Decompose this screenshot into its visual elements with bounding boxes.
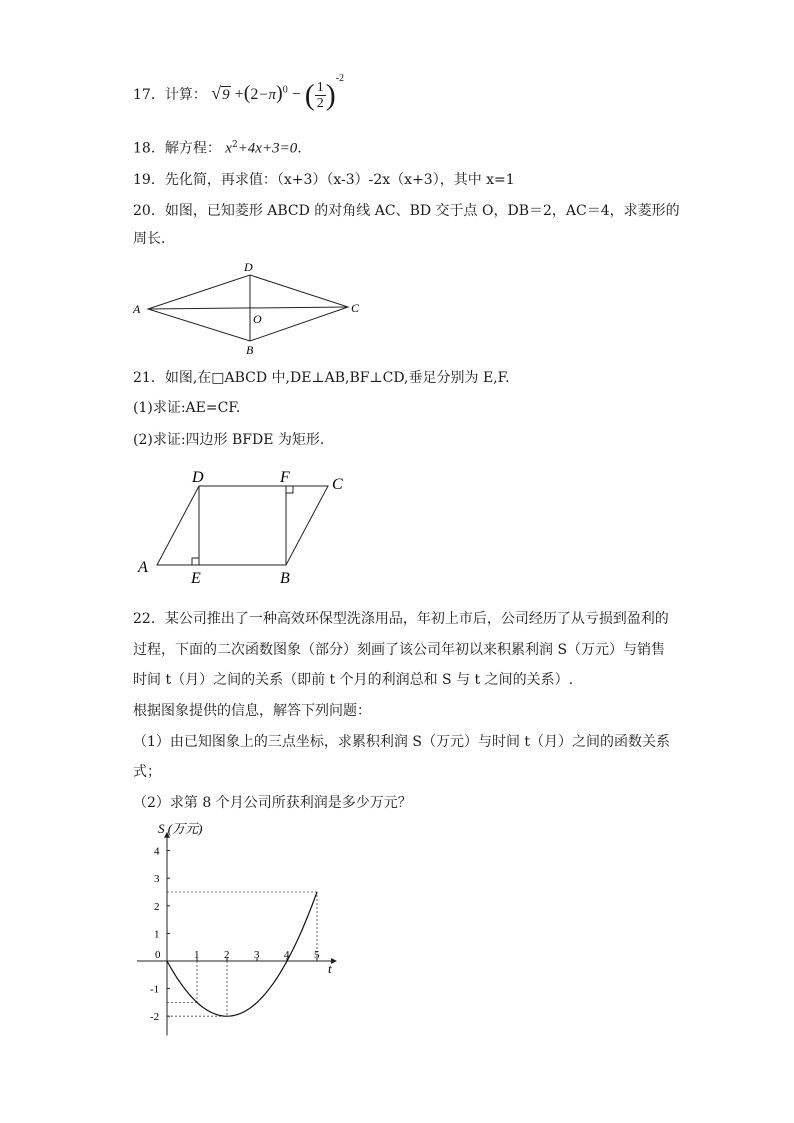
label-b: B <box>280 570 290 587</box>
q22-part2: （2）求第 8 个月公司所获利润是多少万元？ <box>133 795 412 811</box>
y-tick-label: 4 <box>154 845 160 858</box>
q22-line2: 过程，下面的二次函数图象（部分）刻画了该公司年初以来积累利润 S（万元）与销售 <box>133 642 666 658</box>
q17-label: 17．计算： <box>133 87 207 104</box>
diagonal-ac <box>148 307 348 309</box>
sqrt-sign: √ <box>211 83 222 104</box>
label-c: C <box>351 301 360 315</box>
label-b: B <box>246 343 254 356</box>
y-tick-label: -1 <box>150 983 160 996</box>
minus-pi: −π <box>258 87 277 104</box>
q17 <box>133 72 345 112</box>
minus-sign: − <box>291 86 301 104</box>
fraction-numerator: 1 <box>316 80 324 95</box>
q18-rest: +4x+3=0 <box>237 140 298 157</box>
x-axis-label: t <box>328 961 332 976</box>
label-o: O <box>253 312 262 326</box>
right-angle-f <box>286 486 293 493</box>
big-paren-open: ( <box>304 78 315 112</box>
q22-line3: 时间 t（月）之间的关系（即前 t 个月的利润总和 S 与 t 之间的关系）. <box>133 672 574 688</box>
q22-part1-b: 式； <box>133 764 161 780</box>
label-a: A <box>133 302 141 316</box>
profit-chart <box>126 817 356 1047</box>
y-tick-label: -2 <box>150 1011 160 1024</box>
q18-end: . <box>297 140 302 157</box>
label-d: D <box>192 469 204 486</box>
fraction-denominator: 2 <box>316 96 324 111</box>
q22-part1-a: （1）由已知图象上的三点坐标，求累积利润 S（万元）与时间 t（月）之间的函数关系 <box>133 734 671 750</box>
exponent-zero: 0 <box>282 84 288 96</box>
q21-part2: (2)求证:四边形 BFDE 为矩形. <box>133 432 325 448</box>
fraction <box>315 80 326 111</box>
x-tick-label: 3 <box>254 949 260 961</box>
q21-line1: 21．如图,在□ABCD 中,DE⊥AB,BF⊥CD,垂足分别为 E,F. <box>133 370 510 386</box>
big-paren-close: ) <box>325 78 336 112</box>
right-angle-e <box>192 558 199 565</box>
label-a: A <box>138 559 148 576</box>
q17-expression <box>211 72 345 112</box>
two: 2 <box>250 86 259 104</box>
y-tick-label: 2 <box>154 900 160 913</box>
paren-open: ( <box>243 82 251 105</box>
sqrt-radicand: 9 <box>222 87 230 104</box>
label-f: F <box>280 469 290 486</box>
q18-x: x <box>225 140 232 157</box>
exponent-neg2: -2 <box>335 72 345 84</box>
parallelogram-figure <box>132 464 372 588</box>
q18 <box>133 135 302 159</box>
x-tick-label: 2 <box>224 949 230 961</box>
y-axis-label: S (万元) <box>158 821 203 836</box>
q20-line1: 20．如图，已知菱形 ABCD 的对角线 AC、BD 交于点 O，DB＝2，AC＝4，求菱形的 <box>133 203 680 219</box>
label-d: D <box>244 260 253 274</box>
q19: 19．先化简，再求值：（x+3）（x-3）-2x（x+3），其中 x=1 <box>133 172 515 188</box>
paren-close: ) <box>276 82 283 105</box>
origin-label: 0 <box>155 949 161 961</box>
q18-exp: 2 <box>231 140 238 150</box>
y-tick-label: 3 <box>154 873 160 886</box>
x-tick-label: 5 <box>314 949 320 961</box>
parallelogram-outline <box>157 486 328 565</box>
x-tick-label: 4 <box>284 949 290 961</box>
profit-curve <box>167 892 317 1016</box>
q21-part1: (1)求证:AE=CF. <box>133 400 241 416</box>
rhombus-figure <box>128 256 368 356</box>
y-tick-label: 1 <box>154 928 160 941</box>
label-e: E <box>191 570 201 587</box>
plus-sign: + <box>234 86 244 104</box>
label-c: C <box>332 476 343 493</box>
q18-label: 18．解方程： <box>133 140 221 157</box>
q22-line1: 22．某公司推出了一种高效环保型洗涤用品，年初上市后，公司经历了从亏损到盈利的 <box>133 611 669 627</box>
q20-line2: 周长． <box>133 231 175 247</box>
q22-line4: 根据图象提供的信息，解答下列问题： <box>133 703 371 719</box>
x-tick-label: 1 <box>194 949 200 961</box>
